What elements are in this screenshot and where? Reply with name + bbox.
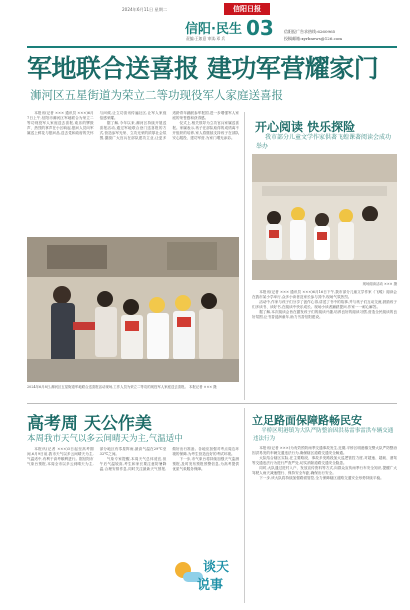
weather-headline: 高考周 天公作美 — [27, 414, 152, 434]
weather-column-logo — [175, 552, 237, 598]
read-headline: 开心阅读 快乐探险 — [255, 120, 356, 134]
read-photo-caption: 现场阅读活动 ××× 摄 — [362, 282, 397, 286]
flood-paragraph: 下一步,该大队将持续加强路面管控,全力保障辖区道路交通安全形势持续平稳。 — [259, 476, 384, 480]
edition-title: 信阳·民生 — [185, 22, 242, 37]
masthead-divider — [27, 46, 397, 48]
read-photo — [252, 154, 397, 280]
read-paragraph: 据了解,本次阅读会旨在激发孩子们的阅读兴趣,培养良好的阅读习惯,营造全民阅读的良好氛围,让书香浸润童年,助力书香信阳建设。 — [252, 310, 397, 319]
read-photo-illustration — [252, 154, 397, 280]
flood-paragraph: 本报讯(记者 ×××)为有效预防雨季交通事故发生,近期,平桥区明港镇交警大队严防整治因洪易发的车辆交通违法行为,确保辖区道路交通安全畅通。 — [252, 446, 397, 455]
lead-paragraph: 据了解,今年以来,浉河区持续开展送喜报活动,通过军地联合登门送喜报的方式,营造参军光荣、立功光荣的浓厚社会氛围,激励广大官兵在部队建功立业,让更多适龄青年踊跃参军报国,进一步增强军人家庭的荣誉感和获得感。 — [99, 111, 239, 140]
weather-paragraph: 下一步,市气象台将持续加强天气监测预报,及时发布预报预警信息,为高考提供优质气象服务保障。 — [172, 457, 239, 471]
lead-subheadline: 浉河区五星街道为荣立二等功现役军人家庭送喜报 — [30, 88, 283, 102]
masthead — [0, 0, 410, 48]
hotline: 信阳报广告求热线:6260965 — [284, 29, 336, 34]
column-divider — [244, 112, 245, 400]
flood-subheadline: 平桥区明港镇为大队严防整治因洪易雷事雷洪车辆交通违法行为 — [253, 428, 394, 442]
email: 投稿邮箱:xyrbnews@126.com — [284, 36, 343, 41]
date-line: 2024年6月11日 星期二 — [122, 7, 168, 12]
flood-paragraph: 大队结合辖区实际,在主要路段、事故多发路段加大巡逻管控力度,对超速、超载、酒驾等交通违法行为进行严查严处,切实消除道路交通安全隐患。 — [252, 456, 397, 465]
section-divider — [27, 403, 397, 404]
lead-photo-caption: 2024年6月8日,浉河区五星街道军地联合送喜报活动现场,工作人员为荣立二等功的现役军人家庭送去喜报。 本报记者 ××× 摄 — [27, 385, 217, 389]
read-paragraph: 活动中,作家与孩子们分享了创作心得,讲述了书中的故事,并与孩子们互动交流,鼓励孩子们多读书、读好书,在阅读中快乐成长。现场小读者踊跃提问,作家一一耐心解答。 — [252, 300, 397, 309]
weather-subheadline: 本周我市天气以多云间晴天为主,气温适中 — [27, 434, 183, 444]
weather-logo-title: 谈天 — [203, 560, 230, 575]
paper-logo: 信阳日报 — [224, 3, 270, 15]
flood-body — [252, 446, 397, 602]
read-body — [252, 290, 397, 396]
page-number: 03 — [246, 16, 274, 40]
flood-paragraph: 同时,大队通过进村入户、发放宣传资料等方式,向群众宣传雨季行车安全知识,提醒广大驾驶人雨天减速慢行、保持安全车距,确保出行安全。 — [252, 466, 397, 475]
lead-paragraph: 本报讯(记者 ××× 通讯员 ×××)6月7日上午,信阳市浉河区军地联合为荣立二等功现役军人家庭送去喜报,欢乐的锣鼓声、热烈的掌声在小区响起,慰问人员向军属送上鲜花与慰问品,送去党和政府的关怀与问候,让立功喜讯传遍社区,让军人家庭倍感荣耀。 — [27, 111, 167, 135]
lead-headline: 军地联合送喜报 建功军营耀家门 — [27, 54, 379, 83]
weather-logo-title-2: 说事 — [197, 578, 224, 593]
flood-headline: 立足路面保障路畅民安 — [252, 414, 362, 427]
read-subheadline: 我市部分儿童文学作家供著飞蝗课著阅读会成功举办 — [256, 134, 392, 150]
lead-photo — [27, 237, 239, 382]
lead-body — [27, 111, 239, 235]
weather-paragraph: 气象专家提醒,本周天气总体适宜,但午后气温较高,考生和家长要注意防暑降温,合理安排作息,同时关注最新天气预报,做好出行准备。各地应加强对考点周边环境的保障,为考生营造良好的考试环境。 — [99, 447, 239, 471]
lead-paragraph: 仪式上,相关领导为立功官兵家属送喜报。家属表示,孩子在部队取得的成绩离不开组织的培养,家人将继续支持孩子在部队安心服役、建功军营,为家门增光添彩。 — [172, 121, 239, 140]
read-paragraph: 本报讯(记者 ××× 通讯员 ×××)6月16日下午,我市部分儿童文学作家《飞蝗》阅读会在我市某小学举行,众多小读者及家长参与其中,现场气氛热烈。 — [252, 290, 397, 299]
editors-line: 责编:王如意 审读:邓 兵 — [186, 36, 226, 41]
weather-paragraph: 本报讯(记者 ×××)3日起至高考期间,6月9日前,我市天气以多云间晴天为主,气温适中,有利于高考顺利进行。据信阳市气象台预报,本周全市以多云到晴天为主,部分地区有零星阵雨,最高气温在29℃至32℃之间。 — [27, 447, 167, 466]
column-divider — [244, 408, 245, 603]
lead-photo-illustration — [27, 237, 239, 382]
